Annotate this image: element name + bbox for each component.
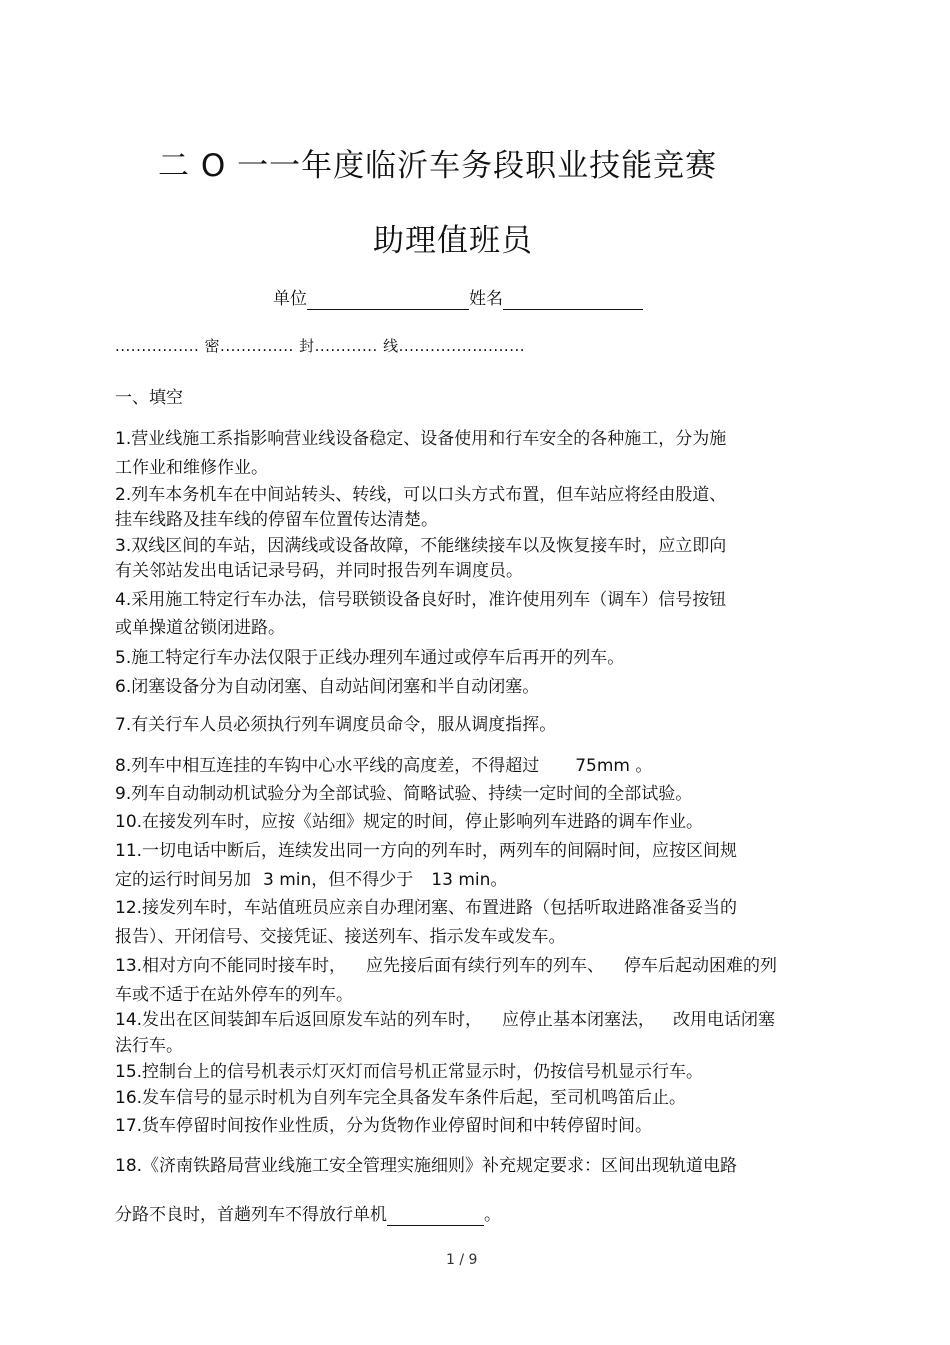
name-label: 姓名 xyxy=(469,289,503,309)
question-2-line2: 挂车线路及挂车线的停留车位置传达清楚。 xyxy=(115,510,438,530)
unit-blank xyxy=(307,289,469,310)
question-7: 7.有关行车人员必须执行列车调度员命令，服从调度指挥。 xyxy=(115,715,557,735)
question-13-text-a: 13.相对方向不能同时接车时， xyxy=(115,956,347,976)
question-10: 10.在接发列车时，应按《站细》规定的时间，停止影响列车进路的调车作业。 xyxy=(115,812,704,832)
question-11-line2 xyxy=(115,865,507,890)
question-8-answer: 75mm 。 xyxy=(575,756,653,776)
question-14-text-a: 14.发出在区间装卸车后返回原发车站的列车时， xyxy=(115,1010,483,1030)
question-14-line1 xyxy=(115,1005,775,1030)
question-14-line2: 法行车。 xyxy=(115,1036,183,1056)
question-1-line2: 工作业和维修作业。 xyxy=(115,458,268,478)
question-1-line1: 1.营业线施工系指影响营业线设备稳定、设备使用和行车安全的各种施工，分为施 xyxy=(115,429,727,449)
question-4-line1: 4.采用施工特定行车办法，信号联锁设备良好时，准许使用列车（调车）信号按钮 xyxy=(115,590,727,610)
unit-name-line xyxy=(273,284,643,310)
question-18-line2 xyxy=(115,1200,501,1226)
question-8 xyxy=(115,751,652,776)
question-9: 9.列车自动制动机试验分为全部试验、简略试验、持续一定时间的全部试验。 xyxy=(115,784,693,804)
question-18-text: 分路不良时，首趟列车不得放行单机 xyxy=(115,1205,387,1225)
question-16: 16.发车信号的显示时机为自列车完全具备发车条件后起，至司机鸣笛后止。 xyxy=(115,1088,687,1108)
question-3-line2: 有关邻站发出电话记录号码，并同时报告列车调度员。 xyxy=(115,561,523,581)
question-5: 5.施工特定行车办法仅限于正线办理列车通过或停车后再开的列车。 xyxy=(115,648,625,668)
question-18-line1: 18.《济南铁路局营业线施工安全管理实施细则》补充规定要求：区间出现轨道电路 xyxy=(115,1156,738,1176)
question-13-line1 xyxy=(115,951,777,976)
question-13-line2: 车或不适于在站外停车的列车。 xyxy=(115,985,353,1005)
question-13-text-b: 应先接后面有续行列车的列车、 xyxy=(366,956,605,976)
question-14-text-b: 应停止基本闭塞法， xyxy=(502,1010,656,1030)
question-6: 6.闭塞设备分为自动闭塞、自动站间闭塞和半自动闭塞。 xyxy=(115,677,540,697)
name-blank xyxy=(503,289,643,310)
question-3-line1: 3.双线区间的车站，因满线或设备故障，不能继续接车以及恢复接车时，应立即向 xyxy=(115,536,727,556)
question-12-line2: 报告）、开闭信号、交接凭证、接送列车、指示发车或发车。 xyxy=(115,927,566,947)
question-12-line1: 12.接发列车时，车站值班员应亲自办理闭塞、布置进路（包括听取进路准备妥当的 xyxy=(115,898,738,918)
question-14-text-c: 改用电话闭塞 xyxy=(673,1010,776,1030)
question-4-line2: 或单操道岔锁闭进路。 xyxy=(115,618,285,638)
section-heading: 一、填空 xyxy=(115,388,183,408)
question-11-text-c: 13 min。 xyxy=(431,870,508,890)
question-13-text-c: 停车后起动困难的列 xyxy=(624,956,778,976)
question-8-text: 8.列车中相互连挂的车钩中心水平线的高度差，不得超过 xyxy=(115,756,540,776)
seal-line: ................ 密.............. 封............ 线........................ xyxy=(115,337,525,355)
question-11-text-a: 定的运行时间另加 xyxy=(115,870,251,890)
page-number: 1 / 9 xyxy=(446,1252,478,1268)
question-18-blank xyxy=(387,1205,484,1226)
question-18-end: 。 xyxy=(484,1205,501,1225)
unit-label: 单位 xyxy=(273,289,307,309)
question-2-line1: 2.列车本务机车在中间站转头、转线，可以口头方式布置，但车站应将经由股道、 xyxy=(115,485,727,505)
question-11-line1: 11.一切电话中断后，连续发出同一方向的列车时，两列车的间隔时间，应按区间规 xyxy=(115,841,738,861)
document-title-line1: 二 O 一一年度临沂车务段职业技能竞赛 xyxy=(158,148,718,184)
question-17: 17.货车停留时间按作业性质，分为货物作业停留时间和中转停留时间。 xyxy=(115,1116,653,1136)
question-15: 15.控制台上的信号机表示灯灭灯而信号机正常显示时，仍按信号机显示行车。 xyxy=(115,1062,704,1082)
question-11-text-b: 3 min，但不得少于 xyxy=(263,870,414,890)
document-title-line2: 助理值班员 xyxy=(373,223,533,259)
